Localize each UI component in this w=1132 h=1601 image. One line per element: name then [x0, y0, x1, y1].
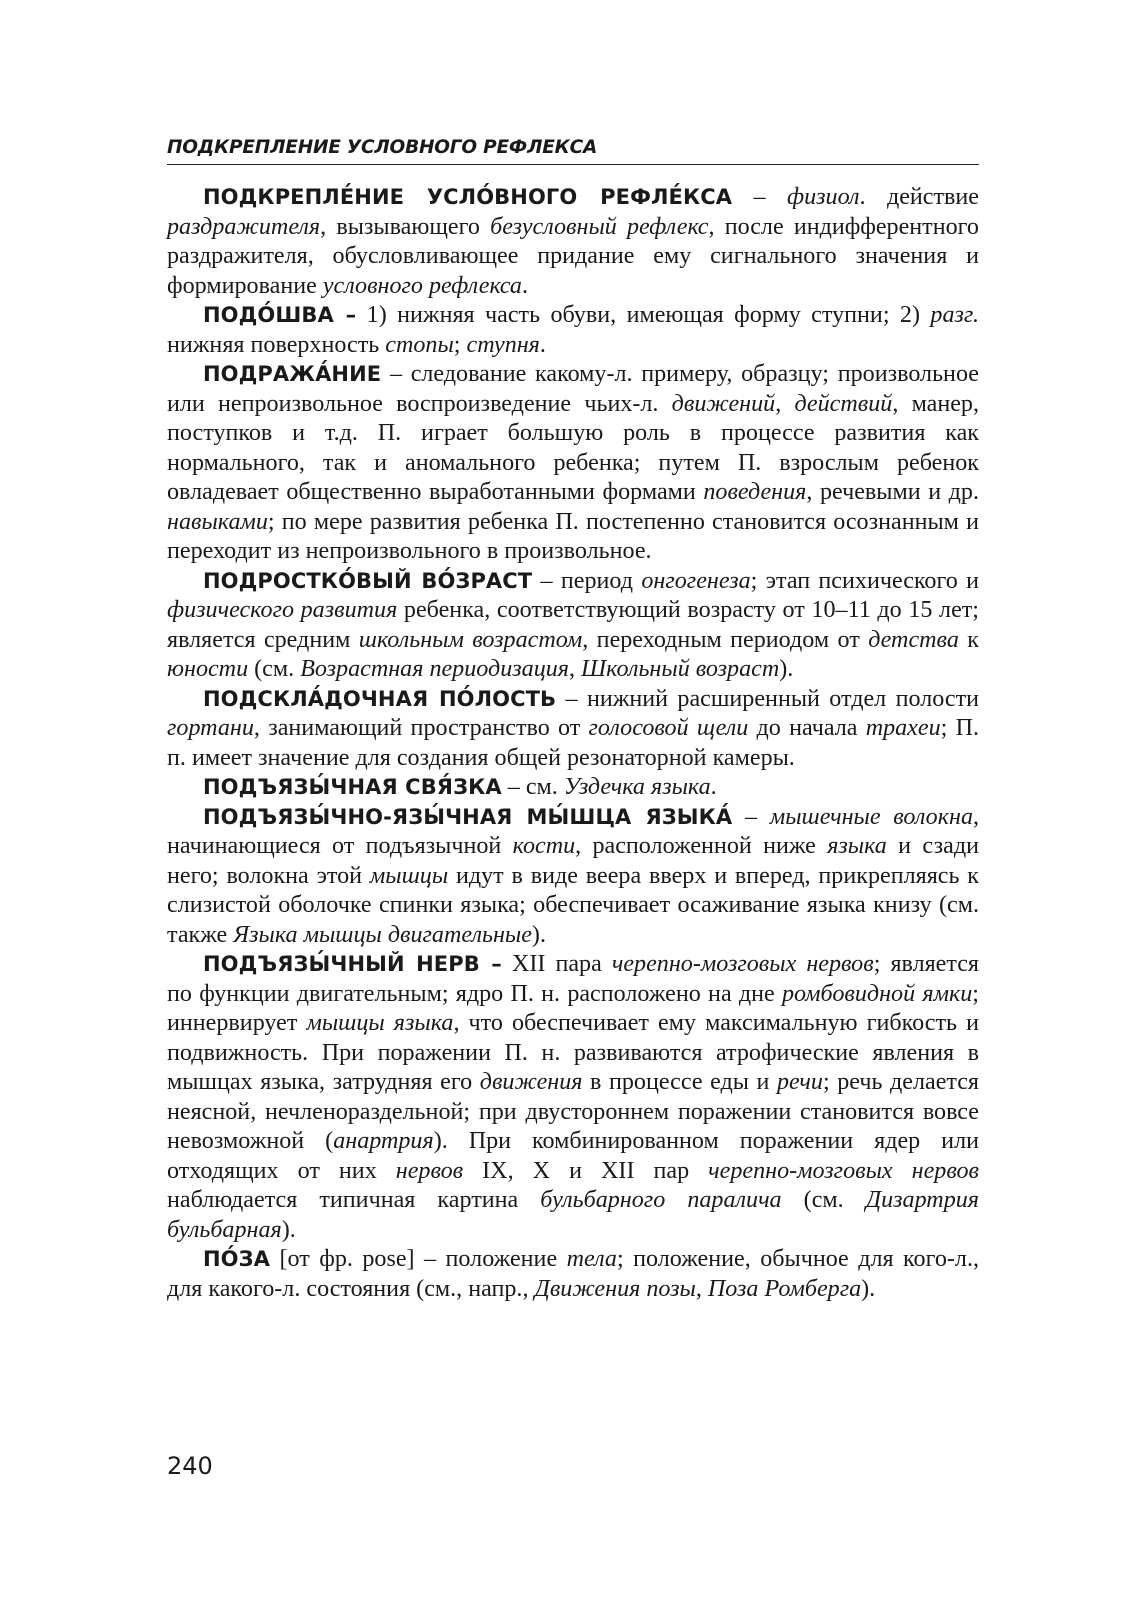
entry-text: ребенка, соответствующий возрасту от 10–11 до 15 лет; является средним	[167, 597, 979, 653]
entry-text: ).	[281, 1216, 296, 1243]
entry-text: ; является по функции двигательным; ядро П. н. расположено на дне	[167, 951, 979, 1007]
entry-reference: условного рефлекса	[322, 272, 522, 299]
entry-text: наблюдается типичная картина	[167, 1187, 541, 1213]
entry-text: ; иннервирует	[167, 980, 979, 1036]
dictionary-entry	[167, 773, 979, 803]
entry-reference: онгогенеза	[641, 567, 751, 594]
entry-reference: нервов	[395, 1157, 464, 1184]
dictionary-entry	[167, 950, 979, 1245]
entry-text: (см.	[781, 1187, 866, 1213]
entry-reference: детства	[868, 626, 959, 653]
entry-text: – период	[532, 567, 642, 594]
entry-reference: физиол	[786, 184, 860, 210]
entry-text: .	[539, 331, 546, 358]
entry-reference: языка	[827, 833, 887, 859]
entry-headword: ПО́ЗА	[203, 1247, 270, 1271]
page-number: 240	[167, 1452, 213, 1480]
entry-text: 1) нижняя часть обуви, имеющая форму ступни; 2)	[356, 302, 931, 328]
entry-headword: ПОДСКЛА́ДОЧНАЯ ПО́ЛОСТЬ	[203, 686, 557, 711]
entry-reference: движения	[479, 1069, 583, 1095]
entry-reference: разг.	[930, 302, 979, 328]
entry-text: ).	[531, 921, 546, 948]
dictionary-entry	[167, 567, 979, 685]
entry-reference: ступня	[466, 331, 540, 358]
entry-reference: физического развития	[167, 597, 398, 623]
entry-reference: юности	[167, 656, 249, 682]
entry-text: .	[710, 774, 717, 800]
entry-reference: Уздечка языка	[563, 774, 711, 800]
entry-text: , переходным периодом от	[582, 626, 869, 653]
entry-reference: раздражителя	[167, 213, 321, 240]
entry-text: к	[958, 626, 980, 653]
entry-reference: черепно-мозговых нервов	[708, 1157, 979, 1184]
entry-reference: безусловный рефлекс	[490, 213, 709, 240]
entry-text: , расположенной ниже	[575, 833, 828, 859]
entry-text: ; П. п. имеет значение для создания общей резонаторной камеры.	[167, 715, 979, 771]
entry-reference: мышцы языка	[306, 1010, 454, 1036]
entry-reference: голосовой щели	[588, 715, 749, 741]
entry-text: ).	[779, 656, 794, 682]
entry-text: ). При комбинированном поражении ядер или отходящих от них	[167, 1128, 979, 1184]
entry-text: [от фр. pose] – положение	[270, 1246, 567, 1272]
entry-text: ; положение, обычное для кого-л., для какого-л. состояния (см., напр.,	[167, 1246, 979, 1302]
entry-text: ,	[568, 656, 582, 682]
entry-reference: Языка мышцы двигательные	[233, 921, 532, 948]
dictionary-entry	[167, 803, 979, 951]
entry-text: (см.	[248, 656, 301, 682]
entry-headword: ПОДЪЯЗЫ́ЧНАЯ СВЯ́ЗКА	[203, 775, 502, 799]
entry-reference: ромбовидной ямки	[782, 980, 973, 1007]
entry-text: ;	[453, 331, 467, 358]
dictionary-entry	[167, 301, 979, 360]
entry-text: ,	[695, 1275, 708, 1302]
entry-reference: движений	[671, 390, 776, 417]
entry-text: , вызывающего	[320, 213, 491, 240]
entry-text: . действие	[859, 184, 979, 210]
entry-text: ; этап психического и	[750, 567, 980, 594]
entries-body	[167, 183, 979, 1304]
entry-reference: Школьный возраст	[581, 656, 780, 682]
entry-reference: гортани	[167, 715, 254, 741]
entry-reference: речи	[776, 1069, 823, 1095]
entry-reference: кости	[512, 833, 576, 859]
entry-headword: ПОДРАЖА́НИЕ	[203, 362, 382, 386]
entry-reference: Движения позы	[534, 1275, 696, 1302]
entry-headword: ПОДКРЕПЛЕ́НИЕ УСЛО́ВНОГО РЕФЛЕ́КСА	[203, 185, 733, 209]
entry-reference: Поза Ромберга	[707, 1275, 862, 1302]
dictionary-entry	[167, 1245, 979, 1304]
entry-text: , занимающий пространство от	[253, 715, 589, 741]
entry-text: – следование какому-л. примеру, образцу; произвольное или непроизвольное воспроизведение чьих-л.	[167, 361, 979, 417]
entry-reference: Возрастная периодизация	[300, 656, 569, 682]
entry-reference: бульбарного паралича	[540, 1187, 782, 1213]
entry-reference: Дизартрия бульбарная	[167, 1187, 979, 1243]
entry-reference: мышцы	[369, 862, 449, 889]
entry-text: в процессе еды и	[582, 1069, 777, 1095]
entry-text: ,	[775, 390, 795, 417]
entry-reference: навыками	[167, 508, 268, 535]
entry-reference: мышечные волокна	[769, 803, 973, 830]
entry-text: –	[732, 184, 787, 210]
entry-headword: ПОДО́ШВА –	[203, 303, 357, 327]
entry-text: и сзади него; волокна этой	[167, 833, 979, 889]
entry-text: идут в виде веера вверх и вперед, прикрепляясь к слизистой оболочке спинки языка; обеспечивает осаживание языка книзу (см. также	[167, 862, 979, 948]
entry-text: IX, X и XII пар	[463, 1157, 709, 1184]
entry-text: , речевыми и др.	[806, 479, 979, 505]
entry-reference: тела	[566, 1246, 617, 1272]
entry-text: , после индифферентного раздражителя, обусловливающее придание ему сигнального значения и формирование	[167, 213, 979, 299]
entry-reference: черепно-мозговых нервов	[611, 951, 874, 977]
entry-text: нижняя поверхность	[167, 331, 386, 358]
entry-text: .	[521, 272, 528, 299]
entry-reference: действий	[794, 390, 893, 417]
entry-headword: ПОДРОСТКО́ВЫЙ ВО́ЗРАСТ	[203, 568, 533, 593]
entry-text: ; по мере развития ребенка П. постепенно становится осознанным и переходит из непроизвольного в произвольное.	[167, 508, 979, 564]
entry-headword: ПОДЪЯЗЫ́ЧНО-ЯЗЫ́ЧНАЯ МЫ́ШЦА ЯЗЫКА́	[203, 804, 733, 829]
entry-reference: анартрия	[333, 1128, 434, 1154]
entry-text: ).	[861, 1275, 876, 1302]
entry-text: до начала	[748, 715, 866, 741]
entry-reference: трахеи	[865, 715, 941, 741]
entry-reference: школьным возрастом	[358, 626, 583, 653]
running-head: ПОДКРЕПЛЕНИЕ УСЛОВНОГО РЕФЛЕКСА	[167, 137, 979, 165]
entry-text: – нижний расширенный отдел полости	[556, 685, 979, 712]
dictionary-entry	[167, 183, 979, 301]
entry-text: , начинающиеся от подъязычной	[167, 803, 980, 859]
dictionary-entry	[167, 685, 979, 774]
entry-reference: стопы	[385, 331, 454, 358]
entry-text: XII пара	[501, 951, 612, 977]
entry-text: , манер, поступков и т.д. П. играет большую роль в процессе развития как нормального, так и аномального ребенка; путем П. взрослым ребенок овладевает общественно выработанными формами	[167, 390, 980, 505]
entry-text: ; речь делается неясной, нечленораздельной; при двустороннем поражении становится вовсе невозможной (	[167, 1069, 980, 1154]
entry-text: –	[732, 803, 770, 830]
dictionary-entry	[167, 360, 979, 567]
entry-text: , что обеспечивает ему максимальную гибкость и подвижность. При поражении П. н. развиваются атрофические явления в мышцах языка, затрудняя его	[167, 1010, 979, 1095]
entry-reference: поведения	[703, 479, 807, 505]
entry-headword: ПОДЪЯЗЫ́ЧНЫЙ НЕРВ –	[203, 952, 502, 976]
entry-text: – см.	[501, 774, 564, 800]
